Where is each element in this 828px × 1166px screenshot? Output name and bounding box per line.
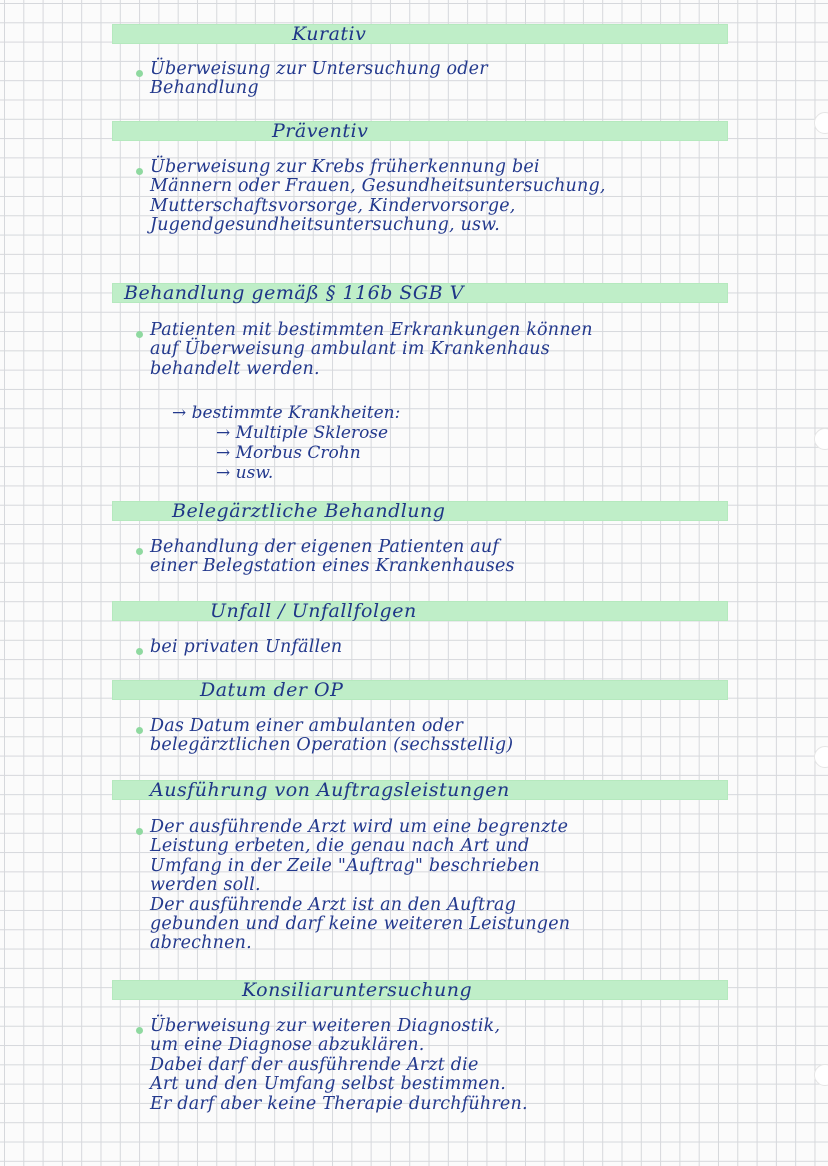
text-line: auf Überweisung ambulant im Krankenhaus	[150, 339, 550, 360]
text-line: Dabei darf der ausführende Arzt die	[150, 1054, 479, 1075]
section-text-belegaerztlich	[150, 538, 515, 577]
section-text-praeventiv	[150, 158, 606, 236]
sublist-title: → bestimmte Krankheiten:	[172, 403, 401, 423]
text-line: Mutterschaftsvorsorge, Kindervorsorge,	[150, 195, 516, 216]
bullet-point	[136, 548, 143, 555]
text-line: behandelt werden.	[150, 358, 320, 379]
text-line: Überweisung zur Krebs früherkennung bei	[150, 157, 540, 177]
sublist-item: → Morbus Crohn	[216, 443, 361, 463]
section-heading-auftragsleistungen: Ausführung von Auftragsleistungen	[150, 779, 510, 801]
text-line: Überweisung zur Untersuchung oder	[150, 59, 488, 79]
bullet-point	[136, 168, 143, 175]
text-line: Umfang in der Zeile "Auftrag" beschrieben	[150, 855, 540, 876]
bullet-point	[136, 331, 143, 338]
sublist-item: → Multiple Sklerose	[216, 423, 389, 443]
text-line: werden soll.	[150, 875, 261, 896]
punch-hole	[814, 1064, 828, 1086]
bullet-point	[136, 1027, 143, 1034]
section-heading-highlight	[112, 24, 728, 44]
bullet-point	[136, 828, 143, 835]
text-line: Der ausführende Arzt wird um eine begrenzte	[150, 817, 569, 837]
section-heading-kurativ: Kurativ	[292, 23, 367, 45]
punch-hole	[814, 746, 828, 768]
section-text-auftragsleistungen	[150, 818, 570, 954]
bullet-point	[136, 727, 143, 734]
sublist-item: → usw.	[216, 463, 274, 483]
text-line: Jugendgesundheitsuntersuchung, usw.	[150, 215, 501, 236]
text-line: Er darf aber keine Therapie durchführen.	[150, 1093, 528, 1114]
punch-hole	[814, 428, 828, 450]
section-heading-highlight	[112, 601, 728, 621]
text-line: Patienten mit bestimmten Erkrankungen können	[150, 320, 593, 340]
text-line: Das Datum einer ambulanten oder	[150, 716, 464, 736]
section-heading-praeventiv: Präventiv	[272, 120, 369, 142]
text-line: Behandlung	[150, 78, 259, 99]
section-text-116b	[150, 321, 593, 379]
section-heading-116b: Behandlung gemäß § 116b SGB V	[124, 282, 464, 304]
section-heading-unfall: Unfall / Unfallfolgen	[210, 600, 417, 622]
text-line: Männern oder Frauen, Gesundheitsuntersuchung,	[150, 176, 606, 197]
text-line: gebunden und darf keine weiteren Leistungen	[150, 914, 571, 935]
text-line: Der ausführende Arzt ist an den Auftrag	[150, 894, 517, 915]
section-heading-highlight	[112, 121, 728, 141]
section-heading-belegaerztlich: Belegärztliche Behandlung	[172, 500, 446, 522]
section-text-konsiliar	[150, 1017, 528, 1114]
section-text-datum-op	[150, 717, 513, 756]
bullet-point	[136, 70, 143, 77]
text-line: abrechnen.	[150, 933, 252, 954]
section-heading-datum-op: Datum der OP	[200, 679, 344, 701]
text-line: einer Belegstation eines Krankenhauses	[150, 556, 515, 577]
bullet-point	[136, 648, 143, 655]
section-text-unfall	[150, 638, 342, 657]
section-text-kurativ	[150, 60, 488, 99]
section-heading-konsiliar: Konsiliaruntersuchung	[242, 979, 473, 1001]
text-line: belegärztlichen Operation (sechsstellig)	[150, 735, 514, 756]
punch-hole	[814, 112, 828, 134]
text-line: Art und den Umfang selbst bestimmen.	[150, 1074, 507, 1095]
text-line: Überweisung zur weiteren Diagnostik,	[150, 1016, 501, 1036]
text-line: um eine Diagnose abzuklären.	[150, 1035, 425, 1056]
text-line: Leistung erbeten, die genau nach Art und	[150, 836, 530, 857]
text-line: Behandlung der eigenen Patienten auf	[150, 537, 500, 557]
text-line: bei privaten Unfällen	[150, 637, 343, 657]
